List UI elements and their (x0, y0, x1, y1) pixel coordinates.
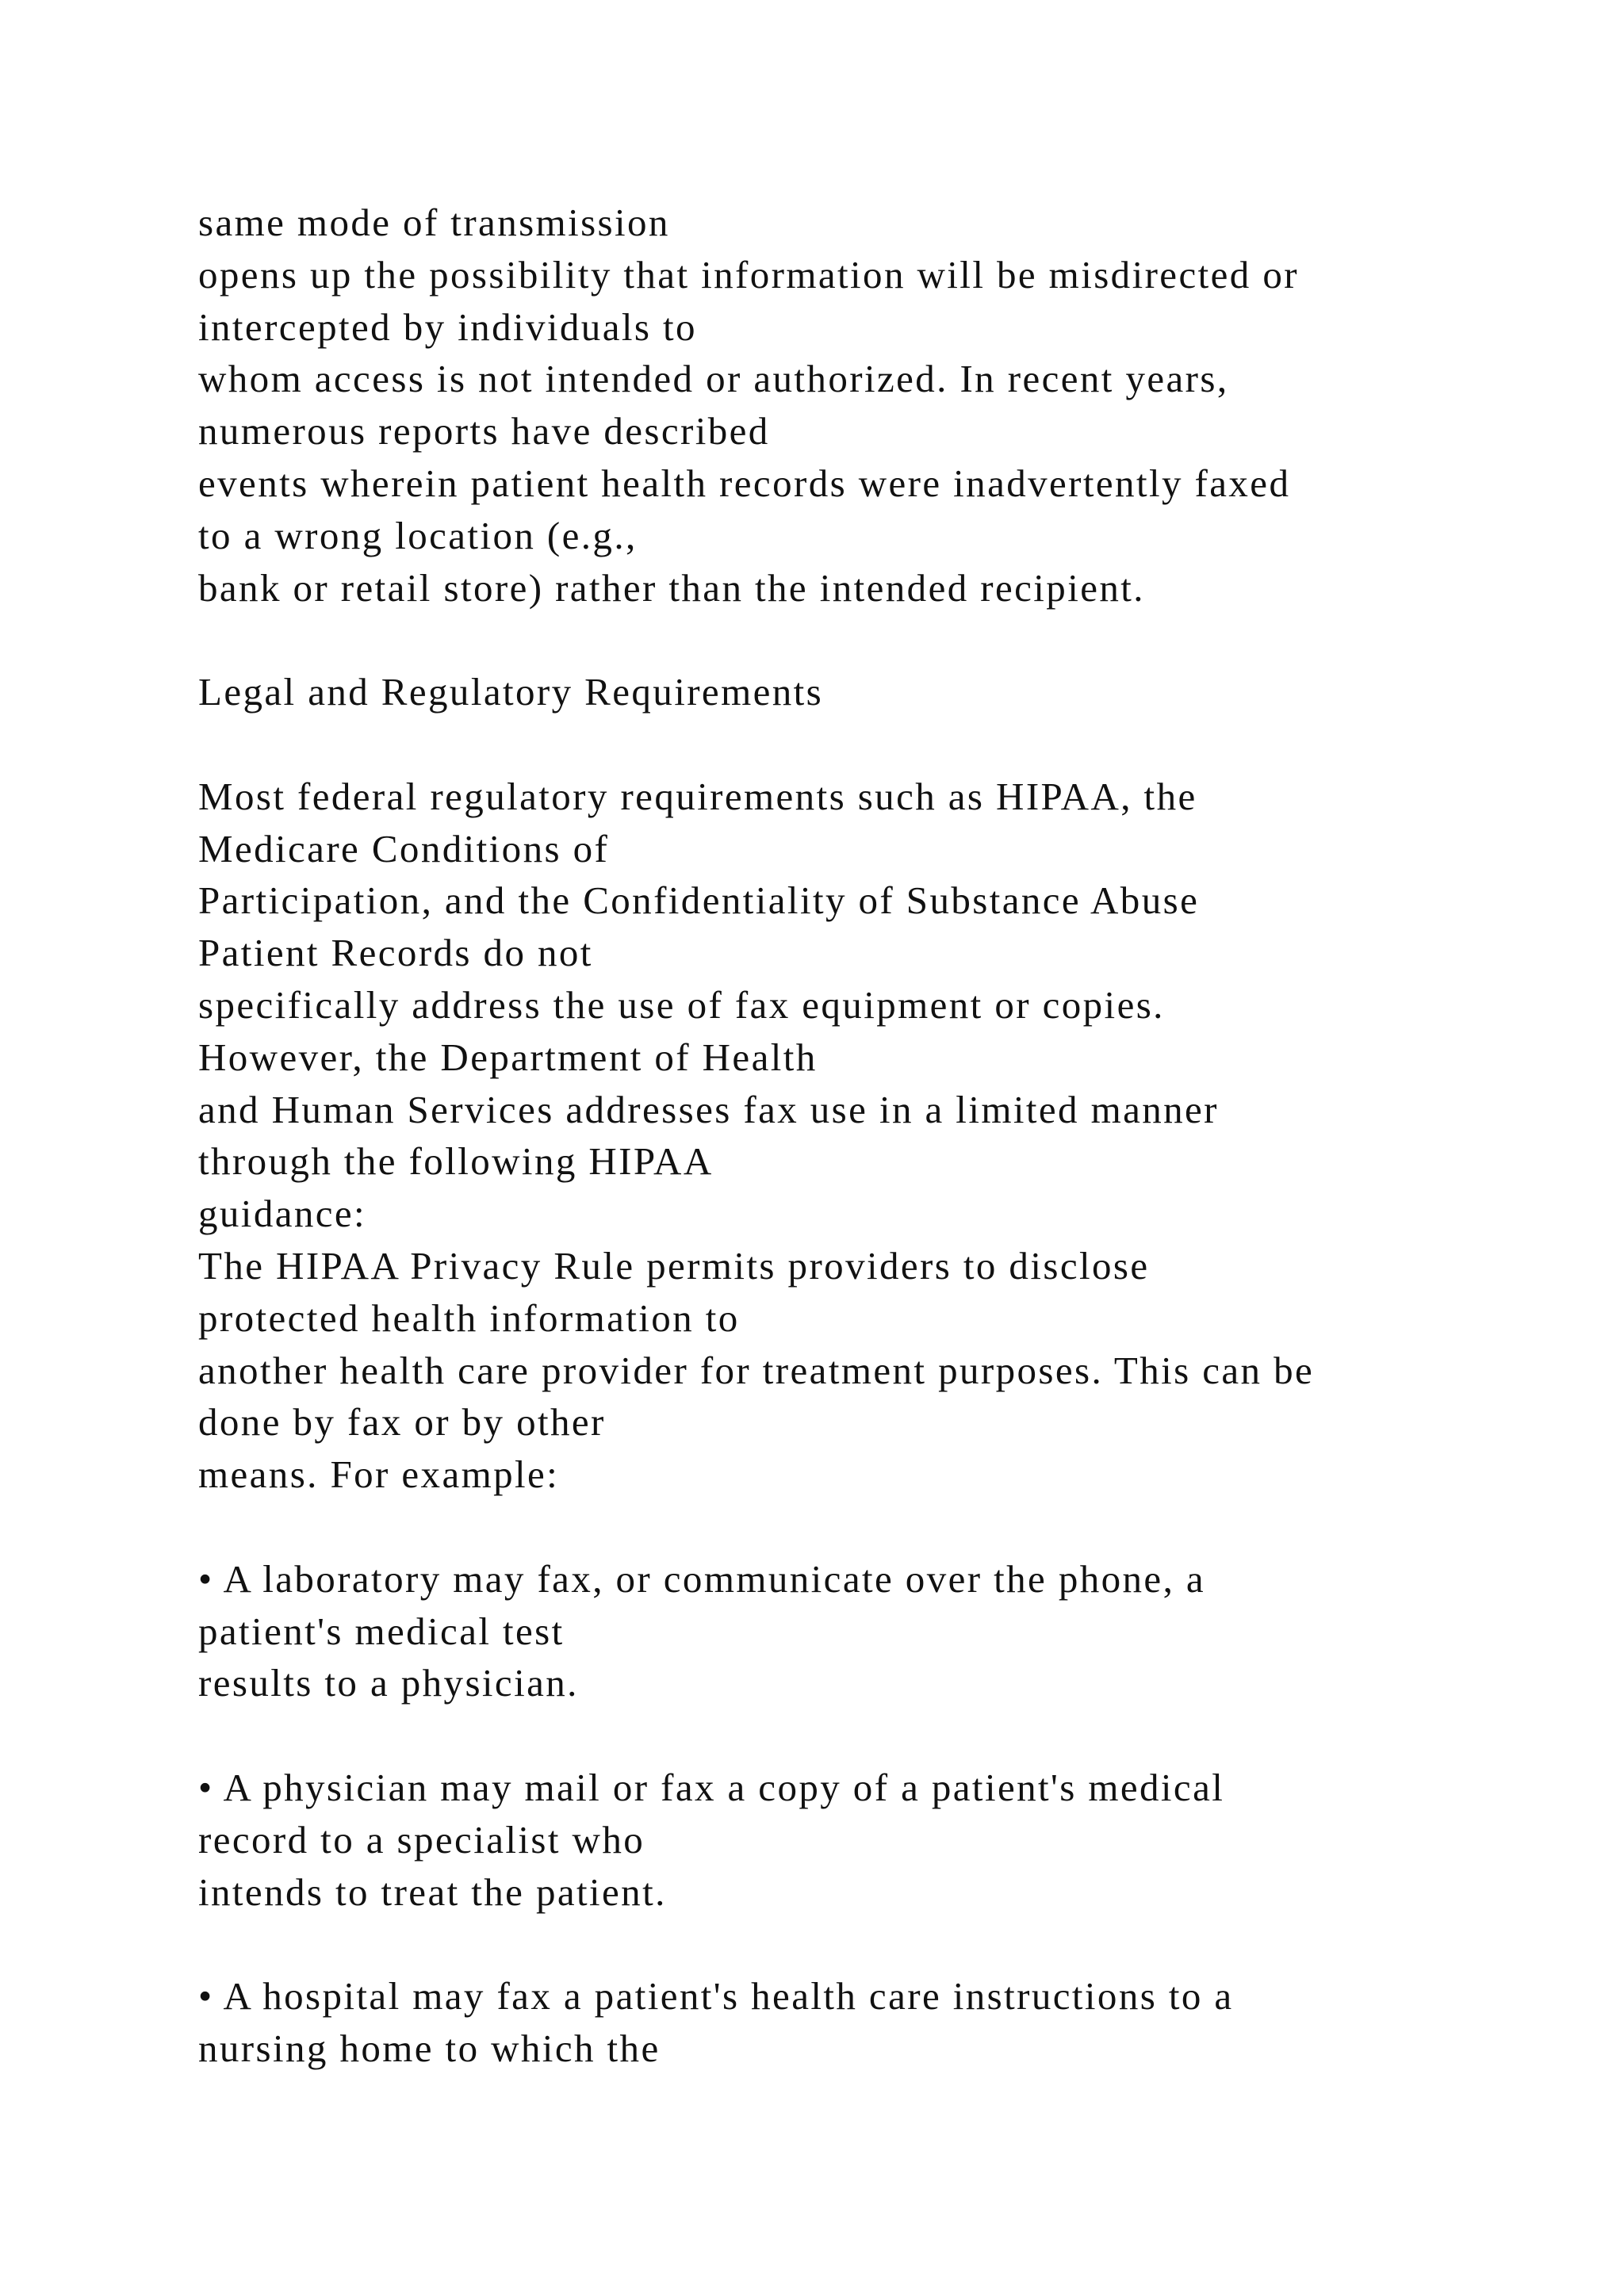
text-line: patient's medical test (198, 1609, 565, 1653)
text-line: events wherein patient health records were inadvertently faxed (198, 461, 1291, 505)
bullet-item-hospital: • A hospital may fax a patient's health care instructions to a (198, 1974, 1234, 2019)
text-line: Participation, and the Confidentiality of Substance Abuse (198, 878, 1200, 923)
text-line: However, the Department of Health (198, 1035, 818, 1079)
section-heading: Legal and Regulatory Requirements (198, 670, 824, 714)
text-line: done by fax or by other (198, 1400, 606, 1445)
text-line: Medicare Conditions of (198, 826, 610, 871)
bullet-item-physician: • A physician may mail or fax a copy of a patient's medical (198, 1765, 1225, 1809)
text-line: bank or retail store) rather than the intended recipient. (198, 565, 1145, 610)
text-line: whom access is not intended or authorized. In recent years, (198, 357, 1229, 401)
text-line: through the following HIPAA (198, 1139, 714, 1184)
text-line: results to a physician. (198, 1661, 579, 1705)
blank-line (198, 718, 1467, 771)
text-line: nursing home to which the (198, 2026, 661, 2070)
text-line: intercepted by individuals to (198, 304, 697, 349)
text-line: means. For example: (198, 1452, 560, 1497)
blank-line (198, 1501, 1467, 1553)
text-line: and Human Services addresses fax use in a limited manner (198, 1087, 1219, 1131)
blank-line (198, 614, 1467, 666)
text-line: Most federal regulatory requirements such as HIPAA, the (198, 774, 1197, 818)
text-line: to a wrong location (e.g., (198, 513, 638, 557)
bullet-item-laboratory: • A laboratory may fax, or communicate over the phone, a (198, 1556, 1206, 1601)
text-line: The HIPAA Privacy Rule permits providers to disclose (198, 1243, 1150, 1288)
text-line: protected health information to (198, 1295, 740, 1340)
blank-line (198, 1918, 1467, 1970)
text-line: same mode of transmission (198, 201, 670, 244)
text-line: numerous reports have described (198, 409, 770, 453)
document-body (198, 197, 1467, 2075)
text-line: Patient Records do not (198, 931, 593, 975)
text-line: intends to treat the patient. (198, 1869, 667, 1914)
text-line: another health care provider for treatment purposes. This can be (198, 1348, 1315, 1392)
text-line: specifically address the use of fax equipment or copies. (198, 982, 1165, 1027)
text-line: guidance: (198, 1192, 367, 1236)
text-line: record to a specialist who (198, 1817, 645, 1862)
blank-line (198, 1709, 1467, 1762)
text-line: opens up the possibility that information will be misdirected or (198, 252, 1299, 297)
